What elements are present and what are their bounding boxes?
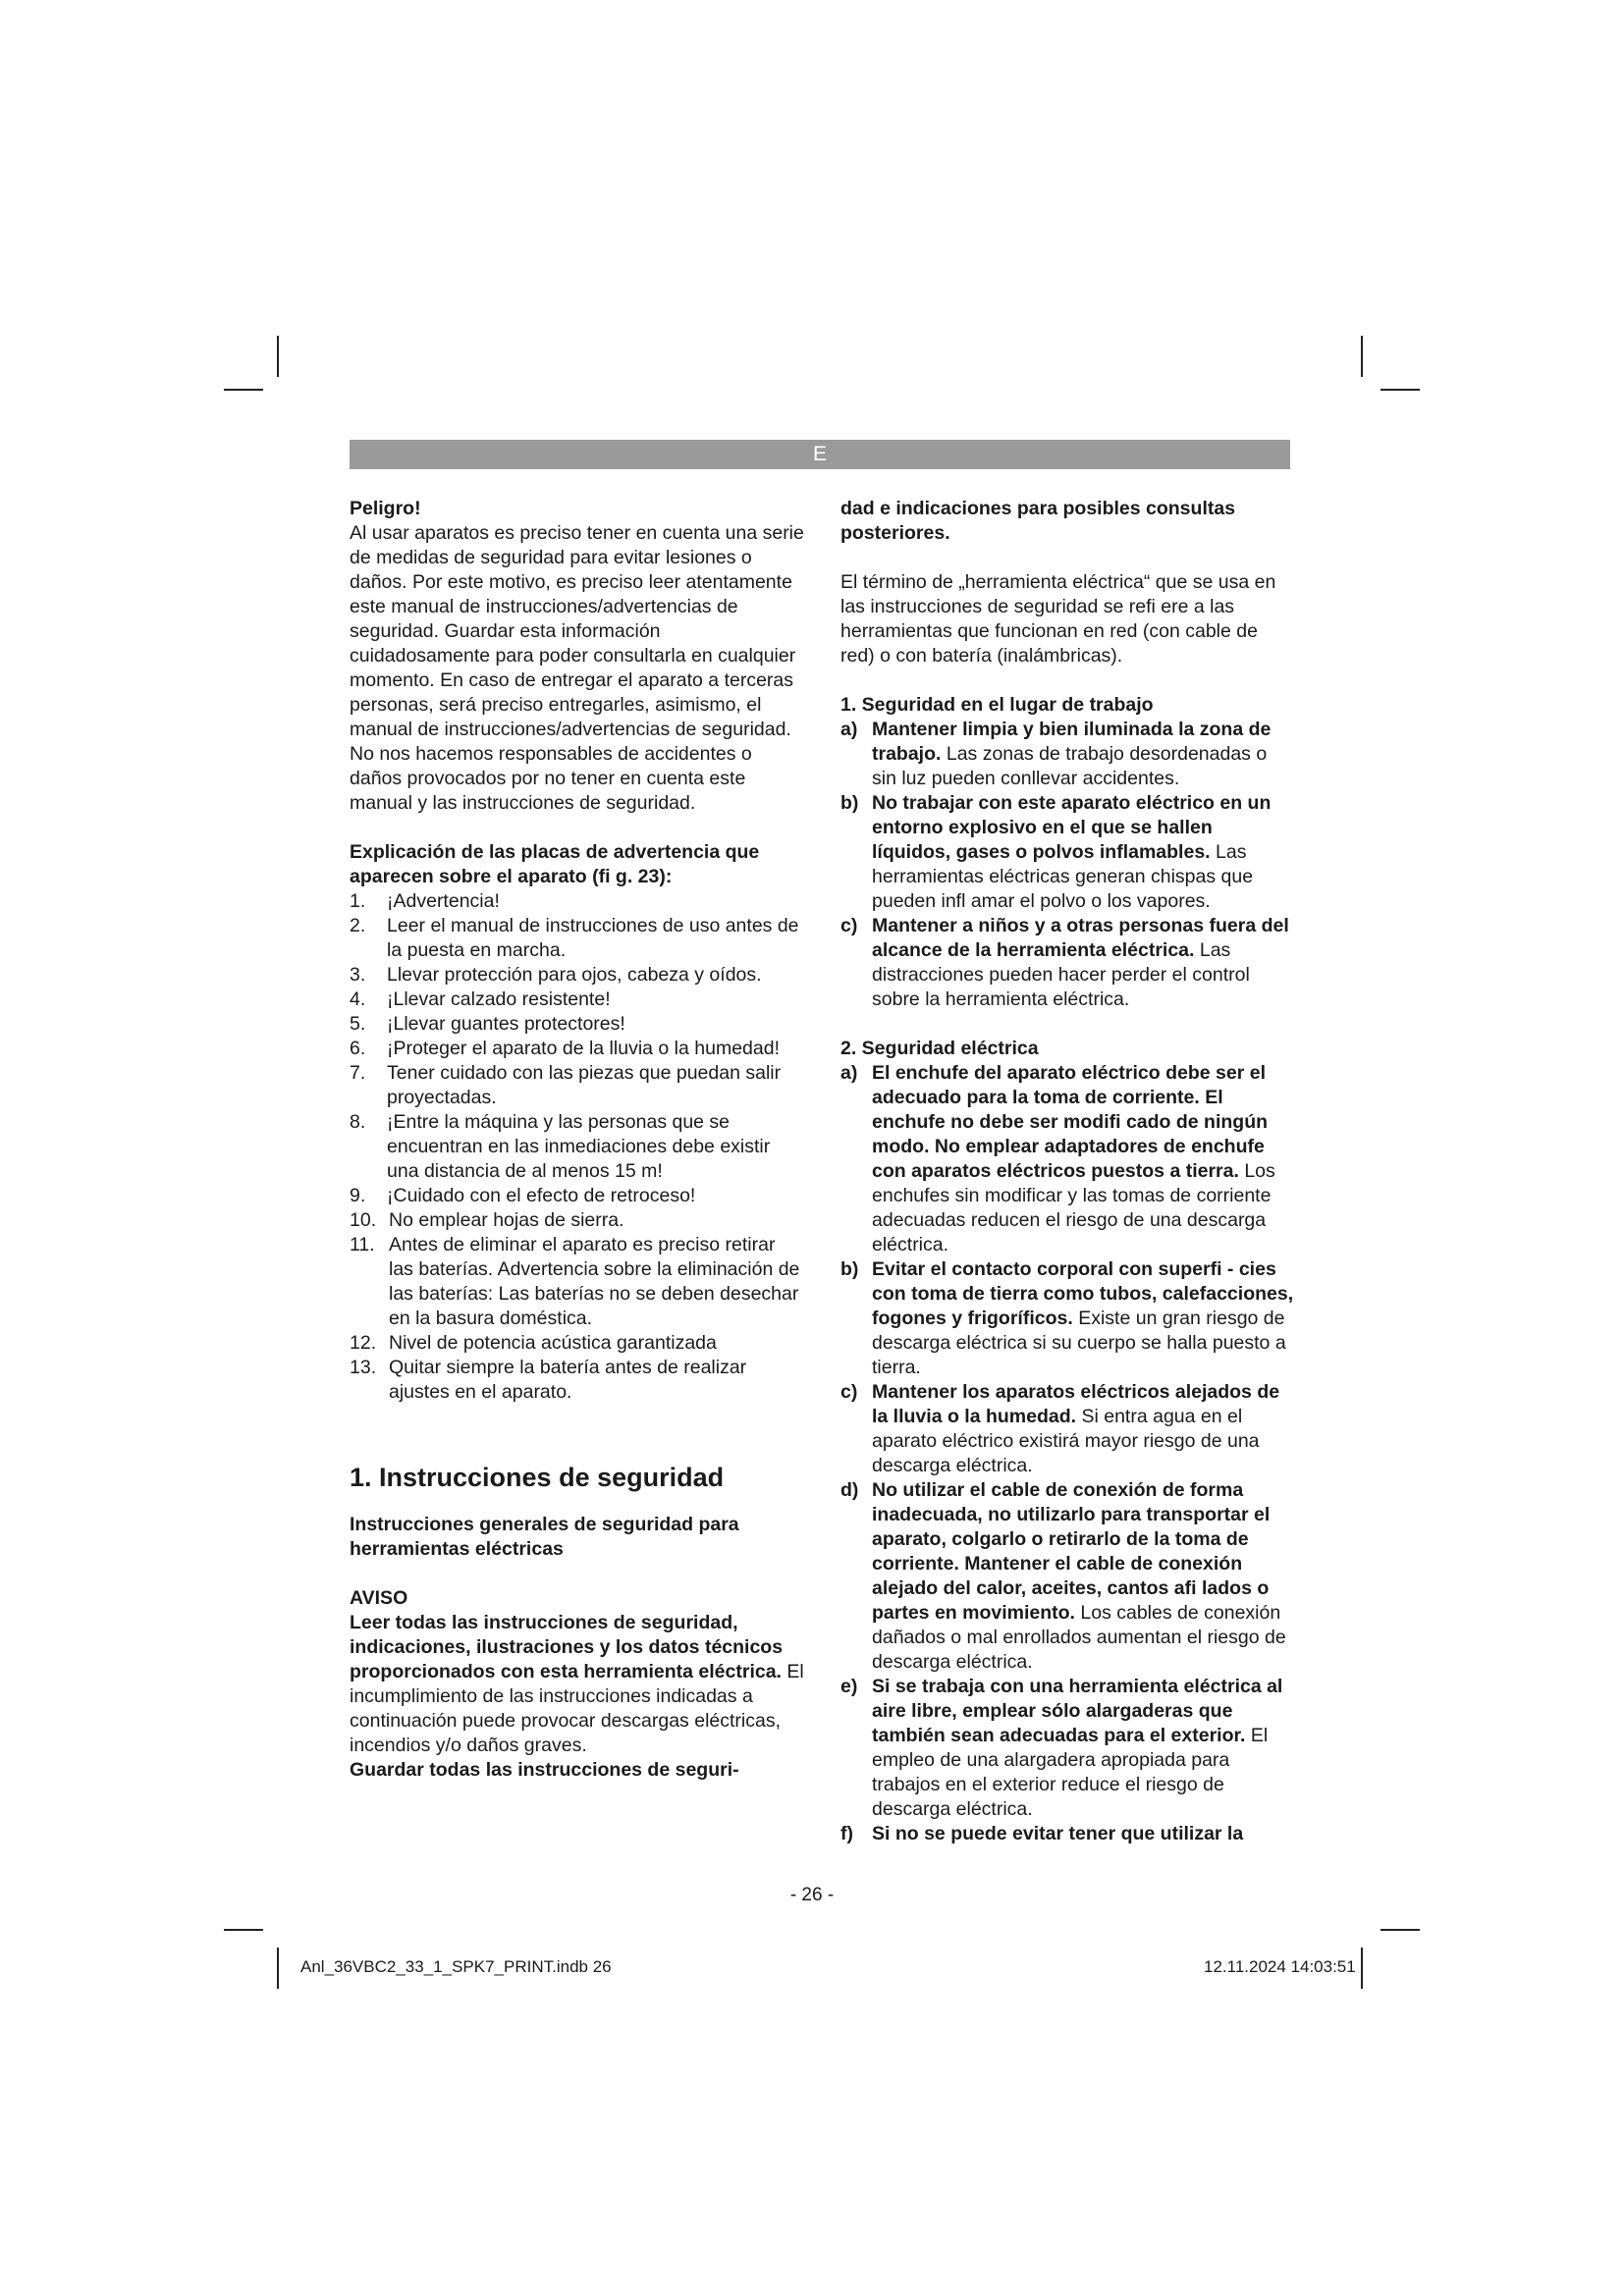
general-title: Instrucciones generales de seguridad para herramientas eléctricas	[350, 1514, 739, 1560]
list-item: 10. No emplear hojas de sierra.	[350, 1209, 624, 1231]
list-item: 6. ¡Proteger el aparato de la lluvia o la humedad!	[350, 1038, 780, 1059]
list-item: e) Si se trabaja con una herramienta eléctrica al aire libre, emplear sólo alargaderas que también sean adecuadas para el exterior. El empleo de una alargadera apropiada para trabajos en el exterior reduce el riesgo de descarga eléctrica.	[840, 1676, 1283, 1820]
list-item: 1. ¡Advertencia!	[350, 890, 500, 912]
crop-mark	[277, 1948, 279, 1989]
crop-mark	[1361, 1948, 1363, 1989]
continued-text: dad e indicaciones para posibles consultas posteriores.	[840, 498, 1236, 544]
crop-mark	[224, 1929, 263, 1931]
list-item: 11. Antes de eliminar el aparato es preciso retirar las baterías. Advertencia sobre la eliminación de las baterías: Las baterías no se deben desechar en la basura doméstica.	[350, 1234, 800, 1329]
list-item: 8. ¡Entre la máquina y las personas que se encuentran en las inmediaciones debe existir una distancia de al menos 15 m!	[350, 1111, 771, 1182]
list-item: f) Si no se puede evitar tener que utilizar la	[840, 1823, 1244, 1844]
crop-mark	[224, 389, 263, 391]
plates-title: Explicación de las placas de advertencia que aparecen sobre el aparato (fi g. 23):	[350, 841, 760, 887]
list-item: a) Mantener limpia y bien iluminada la zona de trabajo. Las zonas de trabajo desordenadas o sin luz pueden conllevar accidentes.	[840, 719, 1272, 789]
list-item: 7. Tener cuidado con las piezas que puedan salir proyectadas.	[350, 1062, 782, 1108]
list-item: d) No utilizar el cable de conexión de forma inadecuada, no utilizarlo para transportar el aparato, colgarlo o retirarlo de la toma de corriente. Mantener el cable de conexión alejado del calor, aceites, cantos afi lados o partes en movimiento. Los cables de conexión dañados o mal enrollados aumentan el riesgo de descarga eléctrica.	[840, 1479, 1286, 1673]
right-column	[840, 497, 1295, 1846]
plates-list	[350, 889, 804, 1405]
intro-title: Peligro!	[350, 498, 421, 519]
footer-datetime: 12.11.2024 14:03:51	[1204, 1957, 1356, 1976]
section-title: 1. Instrucciones de seguridad	[350, 1463, 725, 1492]
list-item: 4. ¡Llevar calzado resistente!	[350, 988, 611, 1010]
list-item: 12. Nivel de potencia acústica garantizada	[350, 1332, 717, 1354]
aviso-paragraph: Leer todas las instrucciones de seguridad, indicaciones, ilustraciones y los datos técnicos proporcionados con esta herramienta eléctrica. El incumplimiento de las instrucciones indicadas a continuación puede provocar descargas eléctricas, incendios y/o daños graves.	[350, 1612, 804, 1756]
section-2-list	[840, 1061, 1295, 1846]
list-item: a) El enchufe del aparato eléctrico debe ser el adecuado para la toma de corriente. El enchufe no debe ser modifi cado de ningún modo. No emplear adaptadores de enchufe con aparatos eléctricos puestos a tierra. Los enchufes sin modificar y las tomas de corriente adecuadas reducen el riesgo de una descarga eléctrica.	[840, 1062, 1275, 1255]
left-column	[350, 497, 804, 1783]
list-item: c) Mantener a niños y a otras personas fuera del alcance de la herramienta eléctrica. Las distracciones pueden hacer perder el control sobre la herramienta eléctrica.	[840, 915, 1289, 1010]
crop-mark	[1361, 336, 1363, 377]
list-item: 5. ¡Llevar guantes protectores!	[350, 1013, 625, 1035]
crop-mark	[1380, 1929, 1420, 1931]
list-item: 9. ¡Cuidado con el efecto de retroceso!	[350, 1185, 696, 1206]
crop-mark	[277, 336, 279, 377]
list-item: 13. Quitar siempre la batería antes de realizar ajustes en el aparato.	[350, 1357, 747, 1403]
language-header-bar: E	[350, 440, 1290, 469]
page-number: - 26 -	[789, 1885, 835, 1905]
section-1-list	[840, 718, 1295, 1012]
intro-text: Al usar aparatos es preciso tener en cuenta una serie de medidas de seguridad para evitar lesiones o daños. Por este motivo, es preciso leer atentamente este manual de instrucciones/advertencias de seguridad. Guardar esta información cuidadosamente para poder consultarla en cualquier momento. En caso de entregar el aparato a terceras personas, será preciso entregarles, asimismo, el manual de instrucciones/advertencias de seguridad. No nos hacemos responsables de accidentes o daños provocados por no tener en cuenta este manual y las instrucciones de seguridad.	[350, 522, 804, 814]
guardar-text: Guardar todas las instrucciones de seguri-	[350, 1759, 739, 1781]
crop-mark	[1380, 389, 1420, 391]
aviso-label: AVISO	[350, 1587, 408, 1609]
list-item: b) Evitar el contacto corporal con superfi - cies con toma de tierra como tubos, calefacciones, fogones y frigoríficos. Existe un gran riesgo de descarga eléctrica si su cuerpo se halla puesto a tierra.	[840, 1258, 1294, 1378]
section-2-title: 2. Seguridad eléctrica	[840, 1038, 1039, 1059]
list-item: 3. Llevar protección para ojos, cabeza y oídos.	[350, 964, 762, 986]
list-item: 2. Leer el manual de instrucciones de uso antes de la puesta en marcha.	[350, 915, 799, 961]
list-item: b) No trabajar con este aparato eléctrico en un entorno explosivo en el que se hallen líquidos, gases o polvos inflamables. Las herramientas eléctricas generan chispas que pueden infl amar el polvo o los vapores.	[840, 792, 1272, 912]
footer-filename: Anl_36VBC2_33_1_SPK7_PRINT.indb 26	[300, 1957, 612, 1976]
list-item: c) Mantener los aparatos eléctricos alejados de la lluvia o la humedad. Si entra agua en el aparato eléctrico existirá mayor riesgo de una descarga eléctrica.	[840, 1381, 1280, 1476]
section-1-title: 1. Seguridad en el lugar de trabajo	[840, 694, 1154, 716]
termino-paragraph: El término de „herramienta eléctrica“ que se usa en las instrucciones de seguridad se refi ere a las herramientas que funcionan en red (con cable de red) o con batería (inalámbricas).	[840, 571, 1276, 667]
